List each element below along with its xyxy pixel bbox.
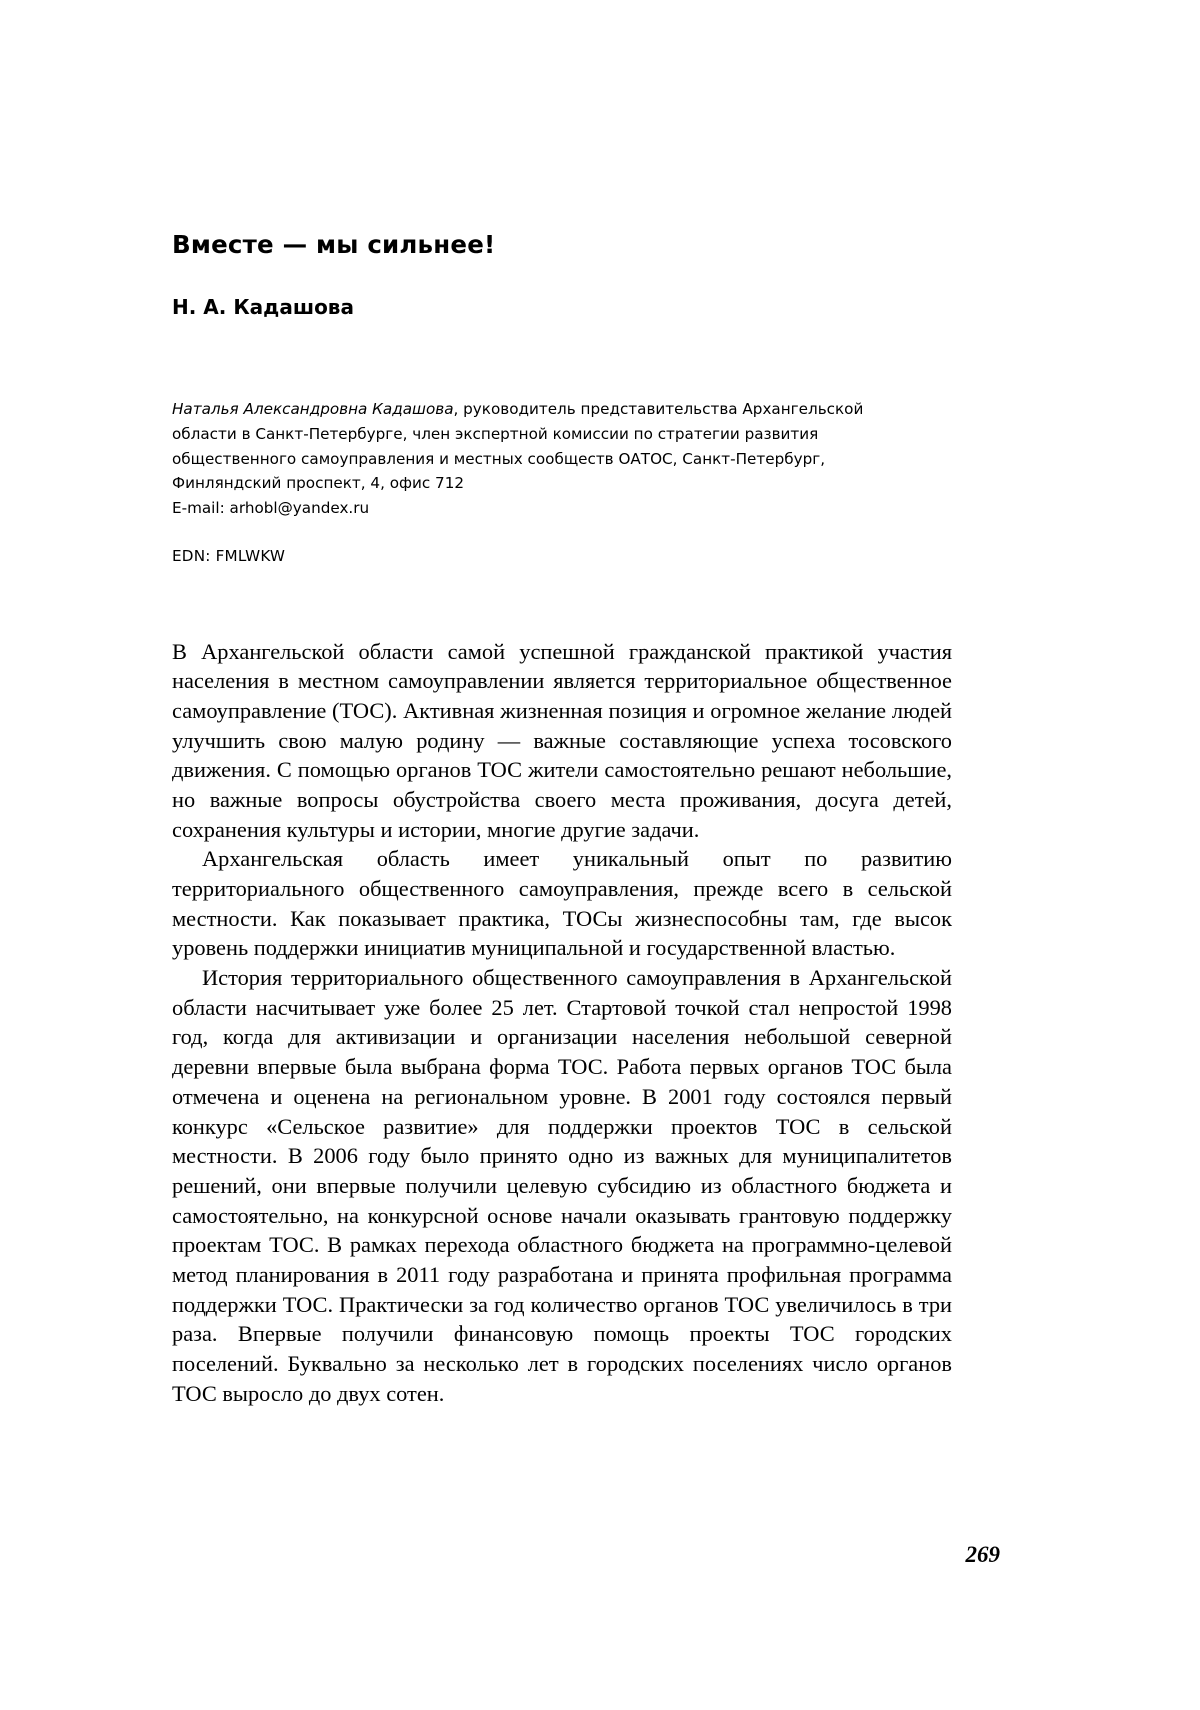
author-email: E-mail: arhobl@yandex.ru (172, 498, 370, 517)
author-name: Н. А. Кадашова (172, 295, 354, 320)
page-number: 269 (965, 1542, 1000, 1567)
author-affiliation (172, 397, 902, 496)
edn-identifier: EDN: FMLWKW (172, 546, 286, 565)
paragraph: История территориального общественного самоуправления в Архангельской области насчитывает уже более 25 лет. Стартовой точкой стал непростой 1998 год, когда для активизации и организации населения небольшой северной деревни впервые была выбрана форма ТОС. Работа первых органов ТОС была отмечена и оценена на региональном уровне. В 2001 году состоялся первый конкурс «Сельское развитие» для поддержки проектов ТОС в сельской местности. В 2006 году было принято одно из важных для муниципалитетов решений, они впервые получили целевую субсидию из областного бюджета и самостоятельно, на конкурсной основе начали оказывать грантовую поддержку проектам ТОС. В рамках перехода областного бюджета на программно-целевой метод планирования в 2011 году разработана и принята профильная программа поддержки ТОС. Практически за год количество органов ТОС увеличилось в три раза. Впервые получили финансовую помощь проекты ТОС городских поселений. Буквально за несколько лет в городских поселениях число органов ТОС выросло до двух сотен. (172, 965, 952, 1406)
article-body (172, 637, 952, 1409)
paragraph: Архангельская область имеет уникальный опыт по развитию территориального общественного самоуправления, прежде всего в сельской местности. Как показывает практика, ТОСы жизнеспособны там, где высок уровень поддержки инициатив муниципальной и государственной властью. (172, 846, 952, 961)
article-content (172, 230, 952, 1408)
affiliation-author-name: Наталья Александровна Кадашова (172, 400, 454, 419)
affiliation-details: , руководитель представительства Архангельской области в Санкт-Петербурге, член экспертной комиссии по стратегии развития общественного самоуправления и местных сообществ ОАТОС, Санкт-Петербург, Финляндский проспект, 4, офис 712 (172, 400, 864, 493)
paragraph: В Архангельской области самой успешной гражданской практикой участия населения в местном самоуправлении является территориальное общественное самоуправление (ТОС). Активная жизненная позиция и огромное желание людей улучшить свою малую родину — важные составляющие успеха тосовского движения. С помощью органов ТОС жители самостоятельно решают небольшие, но важные вопросы обустройства своего места проживания, досуга детей, сохранения культуры и истории, многие другие задачи. (172, 638, 952, 842)
page-title: Вместе — мы сильнее! (172, 230, 496, 259)
